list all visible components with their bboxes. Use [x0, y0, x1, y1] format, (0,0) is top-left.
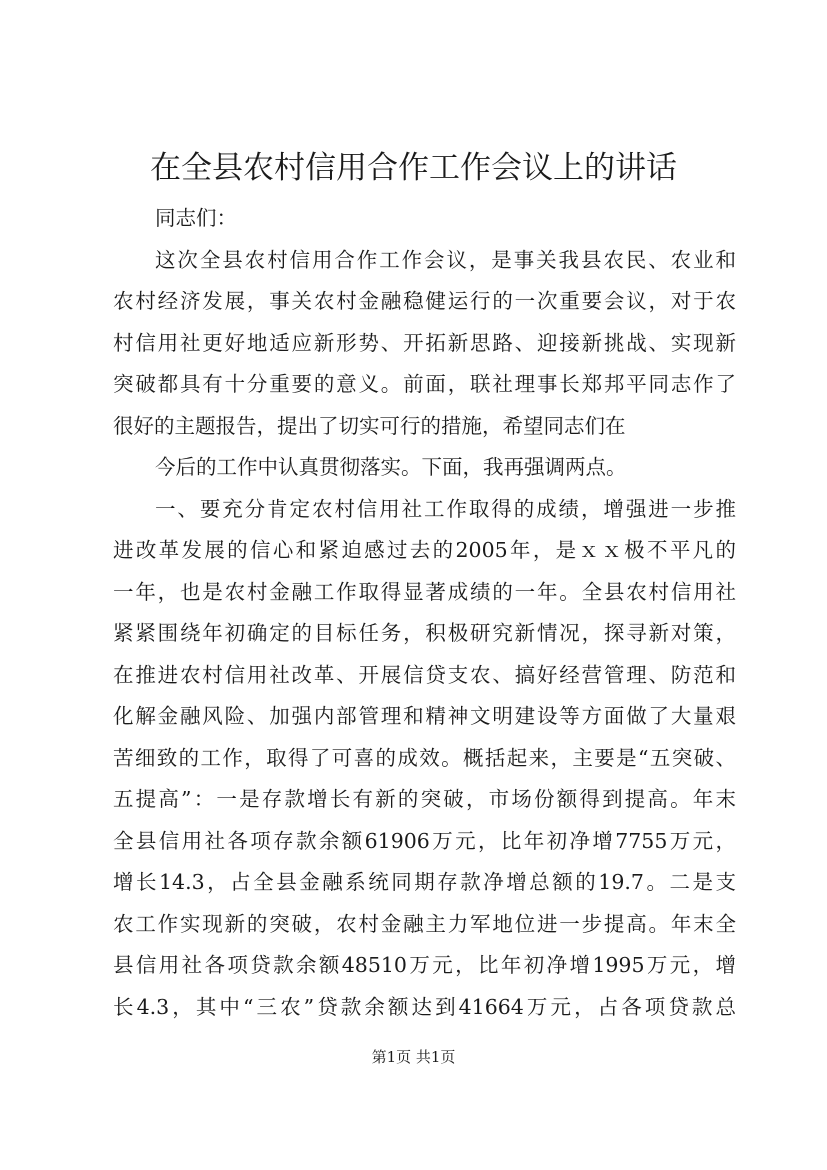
body-line: 进改革发展的信心和紧迫感过去的2005年，是ｘｘ极不平凡的	[113, 538, 736, 562]
body-line: 今后的工作中认真贯彻落实。下面，我再强调两点。	[155, 455, 627, 479]
body-line: 一年，也是农村金融工作取得显著成绩的一年。全县农村信用社	[113, 579, 736, 604]
body-line: 农工作实现新的突破，农村金融主力军地位进一步提高。年末全	[113, 911, 736, 936]
body-line: 这次全县农村信用合作工作会议，是事关我县农民、农业和	[155, 247, 736, 272]
body-line: 在推进农村信用社改革、开展信贷支农、搞好经营管理、防范和	[113, 662, 736, 687]
body-line: 全县信用社各项存款余额61906万元，比年初净增7755万元，	[113, 828, 736, 853]
salutation-line: 同志们：	[155, 206, 237, 230]
body-line: 化解金融风险、加强内部管理和精神文明建设等方面做了大量艰	[113, 704, 736, 728]
body-line: 苦细致的工作，取得了可喜的成效。概括起来，主要是“五突破、	[113, 745, 736, 770]
body-line: 农村经济发展，事关农村金融稳健运行的一次重要会议，对于农	[113, 289, 736, 313]
body-line: 突破都具有十分重要的意义。前面，联社理事长郑邦平同志作了	[113, 372, 736, 396]
body-line: 紧紧围绕年初确定的目标任务，积极研究新情况，探寻新对策，	[113, 621, 736, 645]
body-line: 一、要充分肯定农村信用社工作取得的成绩，增强进一步推	[155, 496, 736, 521]
page-number-footer: 第1页 共1页	[371, 1048, 456, 1066]
document-title: 在全县农村信用合作工作会议上的讲话	[150, 150, 677, 186]
body-line: 县信用社各项贷款余额48510万元，比年初净增1995万元，增	[113, 953, 736, 977]
body-line: 很好的主题报告，提出了切实可行的措施，希望同志们在	[113, 413, 626, 438]
document-body	[113, 198, 736, 1028]
body-line: 增长14.3，占全县金融系统同期存款净增总额的19.7。二是支	[113, 870, 736, 894]
body-line: 村信用社更好地适应新形势、开拓新思路、迎接新挑战、实现新	[113, 330, 736, 355]
body-line: 长4.3，其中“三农”贷款余额达到41664万元，占各项贷款总	[113, 994, 736, 1019]
body-line: 五提高”：一是存款增长有新的突破，市场份额得到提高。年末	[113, 787, 736, 811]
